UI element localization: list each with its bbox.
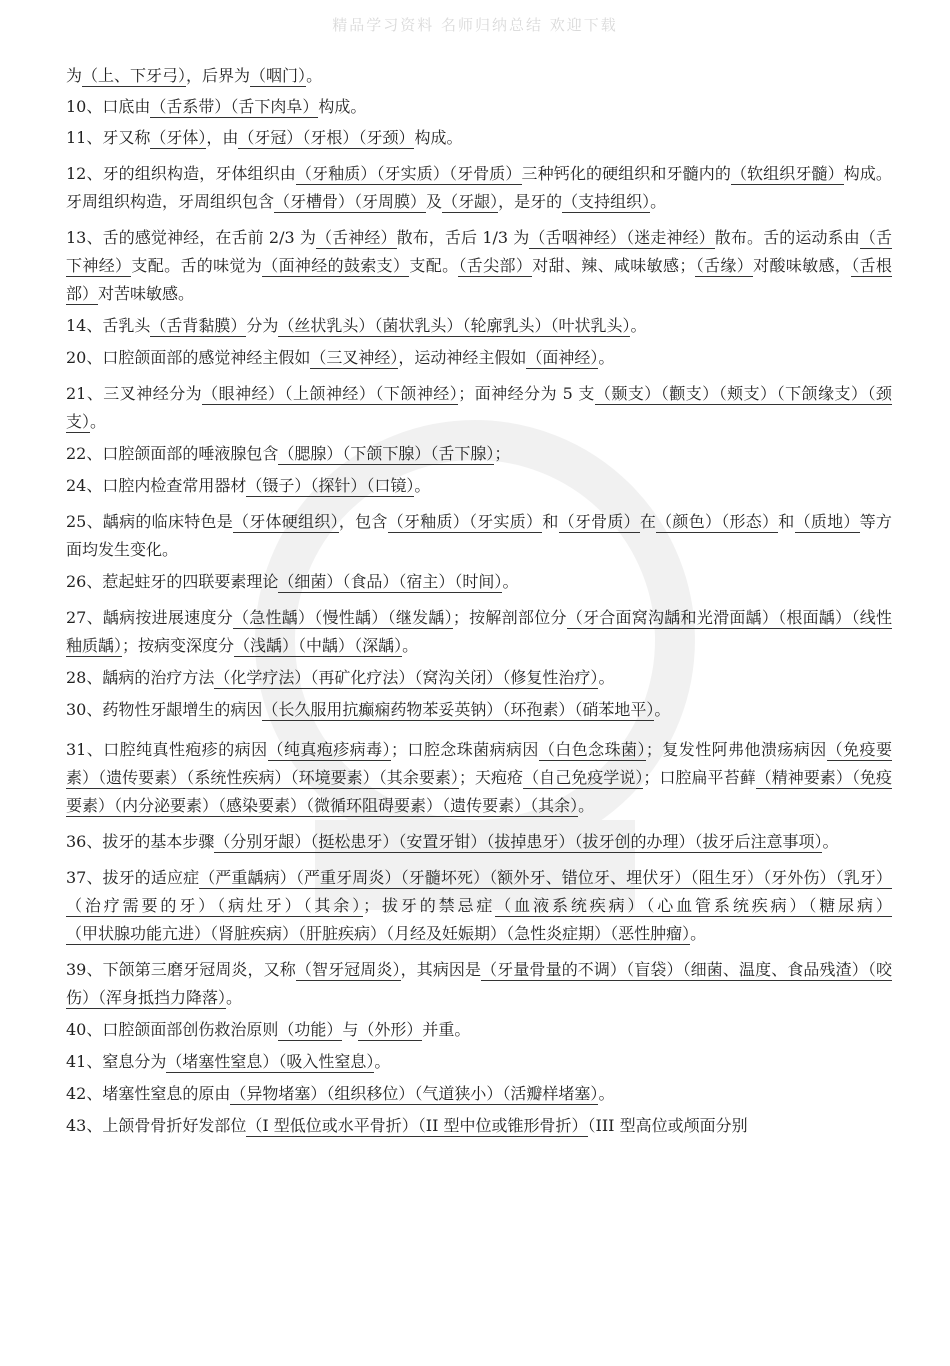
question-item: 14、舌乳头（舌背黏膜）分为（丝状乳头）（菌状乳头）（轮廓乳头）（叶状乳头）。 [66,316,647,335]
question-item: 40、口腔颌面部创伤救治原则（功能）与（外形）并重。 [66,1020,471,1039]
answer-blank: （窝沟关闭） [414,668,503,687]
answer-blank: （迷走神经） [626,228,715,247]
answer-blank: （额外牙、错位牙、埋伏牙） [489,868,691,887]
answer-blank: （牙骨质） [558,512,640,531]
answer-blank: （病灶牙） [217,896,304,915]
answer-blank: （咽门） [250,66,307,85]
question-item: 11、牙又称（牙体），由（牙冠）（牙根）（牙颈）构成。 [66,128,463,147]
answer-blank: （颈支） [66,384,892,431]
answer-blank: （环境要素） [290,768,379,787]
answer-blank: （菌状乳头） [374,316,463,335]
answer-blank: （上、下牙弓） [82,66,187,85]
answer-blank: （腮腺） [278,444,343,463]
answer-blank: （舌根部） [66,256,892,303]
page-header: 精品学习资料 名师归纳总结 欢迎下载 [332,16,618,34]
answer-blank: （白色念珠菌） [538,740,646,759]
answer-blank: （舌下肉阜） [230,97,319,116]
answer-blank: （其余要素） [378,768,459,787]
question-item: 22、口腔颌面部的唾液腺包含（腮腺）（下颌下腺）（舌下腺）； [66,444,511,463]
question-item: 43、上颌骨骨折好发部位（I 型低位或水平骨折）（II 型中位或锥形骨折）（III 型高位或颅面分别 [66,1116,748,1135]
answer-blank: （急性炎症期） [506,924,611,943]
answer-blank: （硝苯地平） [574,700,655,719]
answer-blank: （月经及妊娠期） [386,924,507,943]
answer-blank: （细菌、温度、食品残渣） [682,960,868,979]
answer-blank: （颧支） [660,384,719,403]
answer-blank: （牙釉质） [295,164,377,183]
answer-blank: （外形） [358,1020,423,1039]
answer-blank: （叶状乳头） [550,316,631,335]
answer-blank: （肝脏疾病） [298,924,387,943]
answer-blank: （严重龋病） [199,868,296,887]
answer-blank: （拔掉患牙） [486,832,575,851]
question-item: 27、龋病按进展速度分（急性龋）（慢性龋）（继发龋）；按解剖部位分（牙合面窝沟龋和光滑面龋）（根面龋）（线性釉质龋）；按病变深度分（浅龋）（中龋）（深龋）。 [66,608,892,655]
answer-blank: （堵塞性窒息） [166,1052,279,1071]
answer-blank: （I 型低位或水平骨折） [246,1116,418,1135]
answer-blank: （再矿化疗法） [310,668,415,687]
answer-blank: （功能） [278,1020,343,1039]
answer-blank: （异物堵塞） [230,1084,327,1103]
document-body [66,62,892,1140]
answer-blank: （盲袋） [626,960,683,979]
answer-blank: （下颌下腺） [342,444,431,463]
answer-blank: （舌下腺） [430,444,495,463]
answer-blank: （环孢素） [502,700,575,719]
answer-blank: （其余） [303,896,364,915]
answer-blank: （上颌神经） [284,384,376,403]
answer-blank: （口镜） [366,476,415,495]
question-item: 41、窒息分为（堵塞性窒息）（吸入性窒息）。 [66,1052,391,1071]
answer-blank: （糖尿病） [808,896,892,915]
answer-blank: （下颌缘支） [776,384,868,403]
answer-blank: （恶性肿瘤） [610,924,691,943]
answer-blank: （遗传要素） [442,796,531,815]
question-item: 36、拔牙的基本步骤（分别牙龈）（挺松患牙）（安置牙钳）（拔掉患牙）（拔牙创的办理）（拔牙后注意事项）。 [66,832,839,851]
question-item: 10、口底由（舌系带）（舌下肉阜）构成。 [66,97,367,116]
answer-blank: （浑身抵挡力降落） [98,988,227,1007]
answer-blank: （活瓣样堵塞） [502,1084,599,1103]
answer-blank: （气道狭小） [414,1084,503,1103]
question-item: 30、药物性牙龈增生的病因（长久服用抗癫痫药物苯妥英钠）（环孢素）（硝苯地平）。 [66,700,671,719]
answer-blank: （微循环阻碍要素） [306,796,443,815]
answer-blank: （纯真疱疹病毒） [267,740,391,759]
answer-blank: （严重牙周炎） [295,868,401,887]
answer-blank: （面神经） [526,348,599,367]
answer-blank: （舌下神经） [66,228,892,275]
question-item: 20、口腔颌面部的感觉神经主假如（三叉神经），运动神经主假如（面神经）。 [66,348,615,367]
question-item: 37、拔牙的适应症（严重龋病）（严重牙周炎）（牙髓坏死）（额外牙、错位牙、埋伏牙）（阻生牙）（牙外伤）（乳牙）（治疗需要的牙）（病灶牙）（其余）；拔牙的禁忌症（血液系统疾病）（心血管系统疾病）（糖尿病）（甲状腺功能亢进）（肾脏疾病）（肝脏疾病）（月经及妊娠期）（急性炎症期）（恶性肿瘤）。 [66,868,892,943]
answer-blank: （牙釉质） [387,512,469,531]
answer-blank: （牙体硬组织） [233,512,339,531]
answer-blank: （牙外伤） [763,868,836,887]
answer-blank: （面神经的鼓索支） [262,256,410,275]
answer-blank: （深龋） [354,636,403,655]
answer-blank: （细菌） [278,572,343,591]
question-item: 42、堵塞性窒息的原由（异物堵塞）（组织移位）（气道狭小）（活瓣样堵塞）。 [66,1084,615,1103]
answer-blank: （牙骨质） [448,164,522,183]
answer-blank: （遗传要素） [98,768,187,787]
answer-blank: （慢性龋） [314,608,388,627]
answer-blank: （舌缘） [695,256,754,275]
answer-blank: （颜色） [656,512,722,531]
answer-blank: （内分泌要素） [114,796,219,815]
answer-blank: （免疫要素） [66,768,892,815]
answer-blank: （自己免疫学说） [523,768,644,787]
question-item: 28、龋病的治疗方法（化学疗法）（再矿化疗法）（窝沟关闭）（修复性治疗）。 [66,668,615,687]
answer-blank: （阻生牙） [690,868,764,887]
answer-blank: （中龋） [298,636,355,655]
answer-blank: （支持组织） [562,192,651,211]
answer-blank: （牙颈） [358,128,415,147]
answer-blank: （牙龈） [442,192,499,211]
answer-blank: （软组织牙髓） [730,164,844,183]
answer-blank: （拔牙后注意事项） [694,832,823,851]
answer-blank: （根面龋） [778,608,852,627]
answer-blank: （肾脏疾病） [210,924,299,943]
answer-blank: （感染要素） [218,796,307,815]
answer-blank: （继发龋） [387,608,453,627]
answer-blank: （牙周膜） [354,192,427,211]
answer-blank: （拔牙创的办理） [574,832,695,851]
answer-blank: （舌神经） [316,228,397,247]
question-item: 12、牙的组织构造，牙体组织由（牙釉质）（牙实质）（牙骨质）三种钙化的硬组织和牙髓内的（软组织牙髓）构成。牙周组织构造，牙周组织包含（牙槽骨）（牙周膜）及（牙龈），是牙的（支持组织）。 [66,164,892,211]
answer-blank: （食品） [342,572,399,591]
answer-blank: （眼神经） [202,384,285,403]
answer-blank: （修复性治疗） [502,668,599,687]
answer-blank: （三叉神经） [310,348,399,367]
answer-blank: （牙体） [150,128,207,147]
answer-blank: （颞支） [594,384,661,403]
answer-blank: （宿主） [398,572,455,591]
answer-blank: （精神要素） [755,768,852,787]
answer-blank: （质地） [794,512,860,531]
answer-blank: （牙实质） [468,512,543,531]
answer-blank: （镊子） [246,476,311,495]
answer-blank: （牙冠） [238,128,303,147]
question-item: 21、三叉神经分为（眼神经）（上颌神经）（下颌神经）；面神经分为 5 支（颞支）（颧支）（颊支）（下颌缘支）（颈支）。 [66,384,892,431]
answer-blank: （系统性疾病） [186,768,291,787]
answer-blank: （形态） [721,512,779,531]
answer-blank: （丝状乳头） [278,316,375,335]
answer-blank: （轮廓乳头） [462,316,551,335]
answer-blank: （浅龋） [234,636,299,655]
answer-blank: （急性龋） [232,608,315,627]
answer-blank: （咬伤） [66,960,892,1007]
question-item: 25、龋病的临床特色是（牙体硬组织），包含（牙釉质）（牙实质）和（牙骨质）在（颜色）（形态）和（质地）等方面均发生变化。 [66,512,892,559]
answer-blank: （吸入性窒息） [278,1052,375,1071]
answer-blank: （牙槽骨） [274,192,355,211]
answer-blank: （舌背黏膜） [150,316,247,335]
answer-blank: （舌咽神经） [529,228,627,247]
answer-blank: （线性釉质龋） [66,608,892,655]
answer-blank: （挺松患牙） [310,832,399,851]
answer-blank: （牙合面窝沟龋和光滑面龋） [566,608,779,627]
answer-blank: （牙量骨量的不调） [481,960,627,979]
answer-blank: （其余） [530,796,579,815]
question-item: 为（上、下牙弓），后界为（咽门）。 [66,66,323,85]
question-item: 24、口腔内检查常用器材（镊子）（探针）（口镜）。 [66,476,431,495]
answer-blank: （乳牙） [835,868,892,887]
answer-blank: （舌系带） [150,97,231,116]
answer-blank: （舌尖部） [458,256,533,275]
answer-blank: （牙髓坏死） [400,868,490,887]
answer-blank: （时间） [454,572,503,591]
answer-blank: （甲状腺功能亢进） [66,924,211,943]
question-item: 26、惹起蛀牙的四联要素理论（细菌）（食品）（宿主）（时间）。 [66,572,519,591]
answer-blank: （II 型中位或锥形骨折） [417,1116,588,1135]
answer-blank: （组织移位） [326,1084,415,1103]
answer-blank: （牙根） [302,128,359,147]
answer-blank: （安置牙钳） [398,832,487,851]
answer-blank: （分别牙龈） [214,832,311,851]
answer-blank: （治疗需要的牙） [66,896,218,915]
answer-blank: （心血管系统疾病） [646,896,809,915]
answer-blank: （免疫要素） [66,740,892,787]
answer-blank: （探针） [310,476,367,495]
answer-blank: （血液系统疾病） [495,896,647,915]
answer-blank: （颊支） [718,384,777,403]
question-item: 39、下颌第三磨牙冠周炎，又称（智牙冠周炎），其病因是（牙量骨量的不调）（盲袋）（细菌、温度、食品残渣）（咬伤）（浑身抵挡力降落）。 [66,960,892,1007]
answer-blank: （智牙冠周炎） [295,960,401,979]
question-item: 31、口腔纯真性疱疹的病因（纯真疱疹病毒）；口腔念珠菌病病因（白色念珠菌）；复发性阿弗他溃疡病因（免疫要素）（遗传要素）（系统性疾病）（环境要素）（其余要素）；天疱疮（自己免疫学说）；口腔扁平苔藓（精神要素）（免疫要素）（内分泌要素）（感染要素）（微循环阻碍要素）（遗传要素）（其余）。 [66,740,892,815]
answer-blank: （化学疗法） [214,668,311,687]
answer-blank: （长久服用抗癫痫药物苯妥英钠） [262,700,503,719]
question-item: 13、舌的感觉神经，在舌前 2/3 为（舌神经）散布，舌后 1/3 为（舌咽神经）（迷走神经）散布。舌的运动系由（舌下神经）支配。舌的味觉为（面神经的鼓索支）支配。（舌尖部）对甜、辣、咸味敏感；（舌缘）对酸味敏感，（舌根部）对苦味敏感。 [66,228,892,303]
answer-blank: （牙实质） [376,164,449,183]
answer-blank: （下颌神经） [375,384,459,403]
